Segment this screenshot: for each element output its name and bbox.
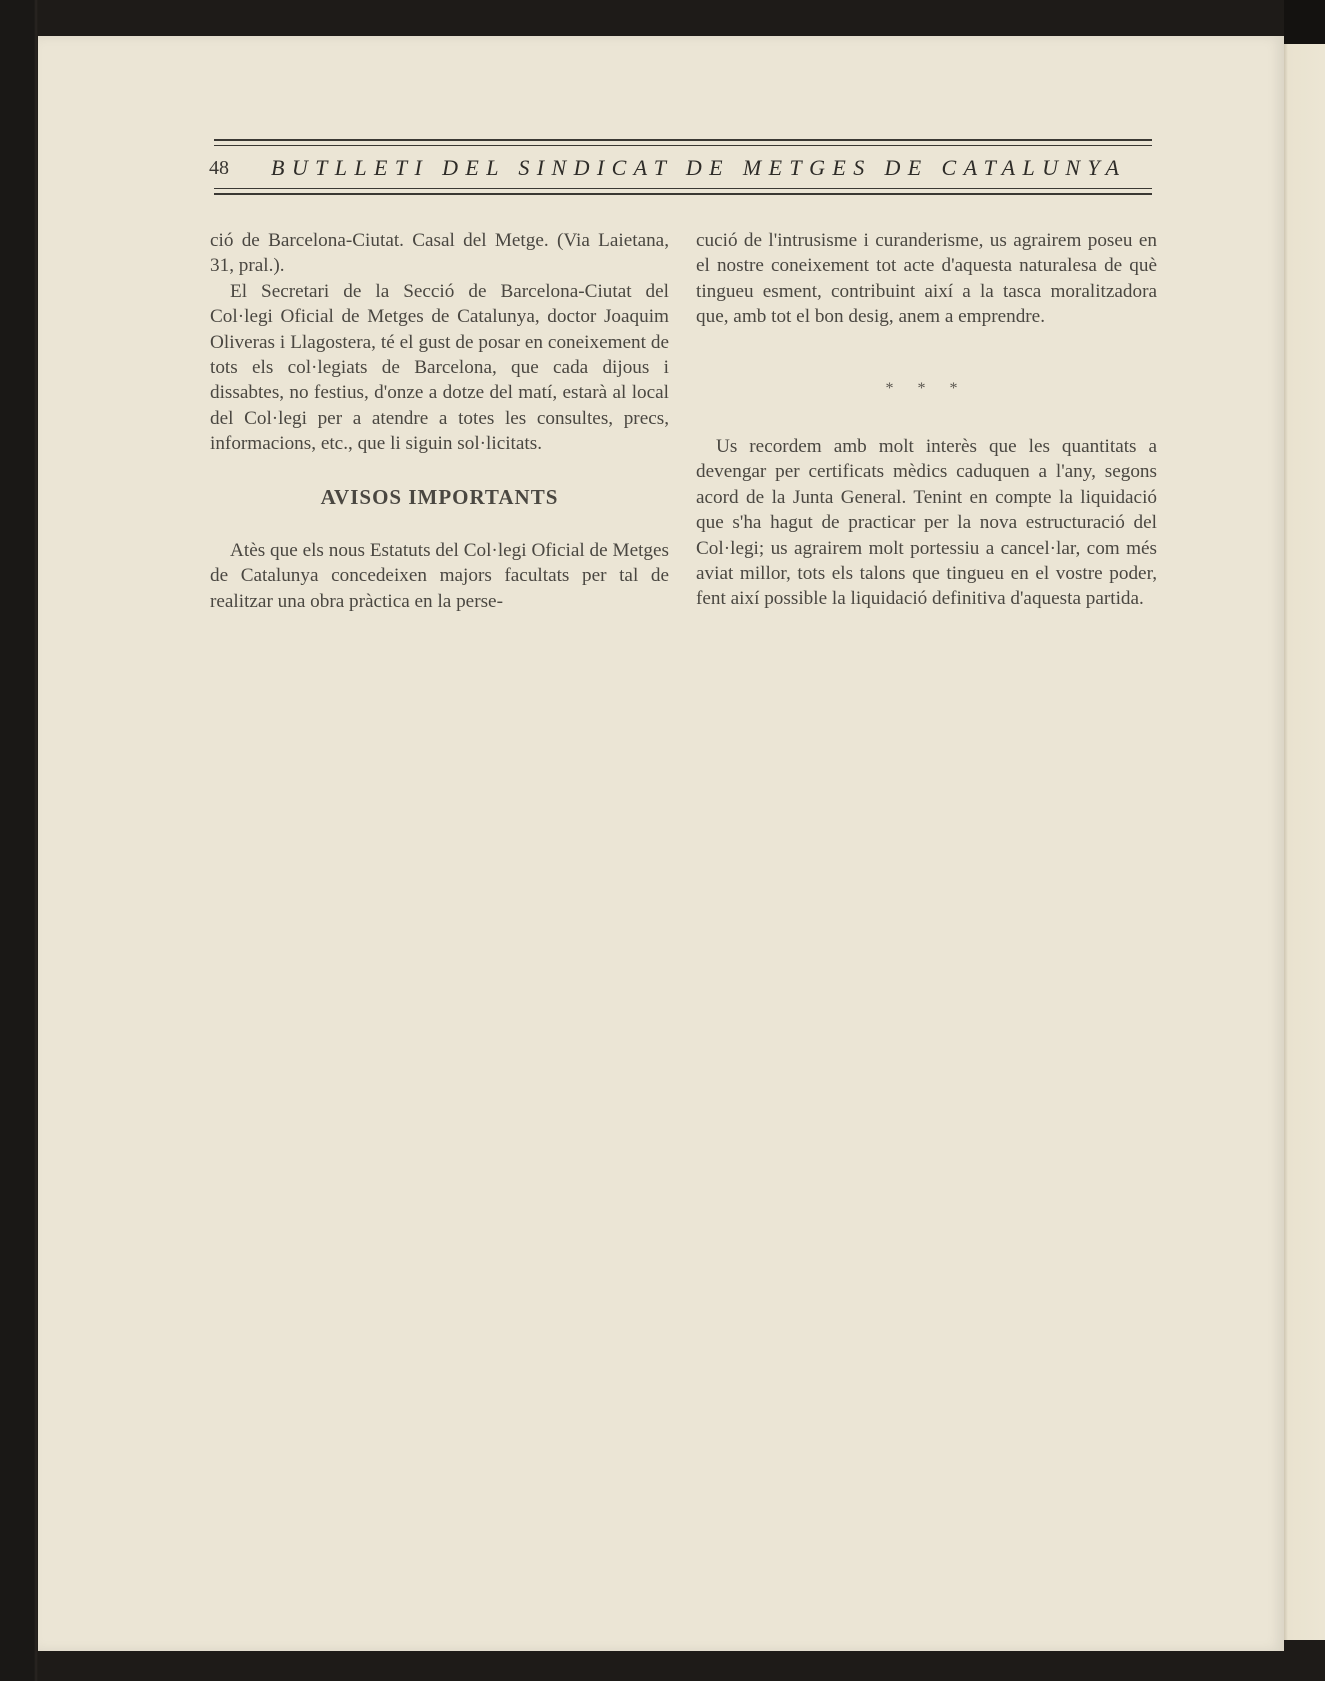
right-column-bottom	[696, 434, 1157, 612]
header-rule-top-2	[214, 145, 1152, 146]
right-paragraph-1: cució de l'intrusisme i curanderisme, us agrairem poseu en el nostre coneixement tot acte d'aquesta naturalesa de què tingueu esment, contribuint així a la tasca moralitzadora que, amb tot el bon desig, anem a emprendre.	[696, 230, 1157, 328]
journal-title: BUTLLETI DEL SINDICAT DE METGES DE CATALUNYA	[271, 155, 1127, 180]
section-heading: AVISOS IMPORTANTS	[320, 484, 559, 509]
right-paragraph-2: Us recordem amb molt interès que les quantitats a devengar per certificats mèdics caduquen a l'any, segons acord de la Junta General. Tenint en compte la liquidació que s'ha hagut de practicar per la nova estructuració del Col·legi; us agrairem molt portessiu a cancel·lar, com més aviat millor, tots els talons que tingueu en el vostre poder, fent així possible la liquidació definitiva d'aquesta partida.	[696, 436, 1157, 610]
section-separator: * * *	[885, 380, 968, 397]
page-number: 48	[209, 157, 229, 179]
left-paragraph-2: El Secretari de la Secció de Barcelona-Ciutat del Col·legi Oficial de Metges de Catalunya, doctor Joaquim Oliveras i Llagostera, té el gust de posar en coneixement de tots els col·legiats de Barcelona, que cada dijous i dissabtes, no festius, d'onze a dotze del matí, estarà al local del Col·legi per a atendre a totes les consultes, precs, informacions, etc., que li siguin sol·licitats.	[210, 280, 669, 455]
left-paragraph-1: ció de Barcelona-Ciutat. Casal del Metge. (Via Laietana, 31, pral.).	[210, 230, 669, 277]
left-column	[210, 228, 669, 614]
scan-background-strip	[1284, 0, 1325, 44]
running-header	[209, 155, 1169, 185]
header-rule-bottom-2	[214, 193, 1152, 195]
left-paragraph-3: Atès que els nous Estatuts del Col·legi Oficial de Metges de Catalunya concedeixen majors facultats per tal de realitzar una obra pràctica en la perse-	[210, 540, 669, 612]
header-rule-top-1	[214, 139, 1152, 141]
facing-page-edge	[1284, 44, 1325, 1640]
right-column-top	[696, 228, 1157, 330]
header-rule-bottom-1	[214, 188, 1152, 189]
